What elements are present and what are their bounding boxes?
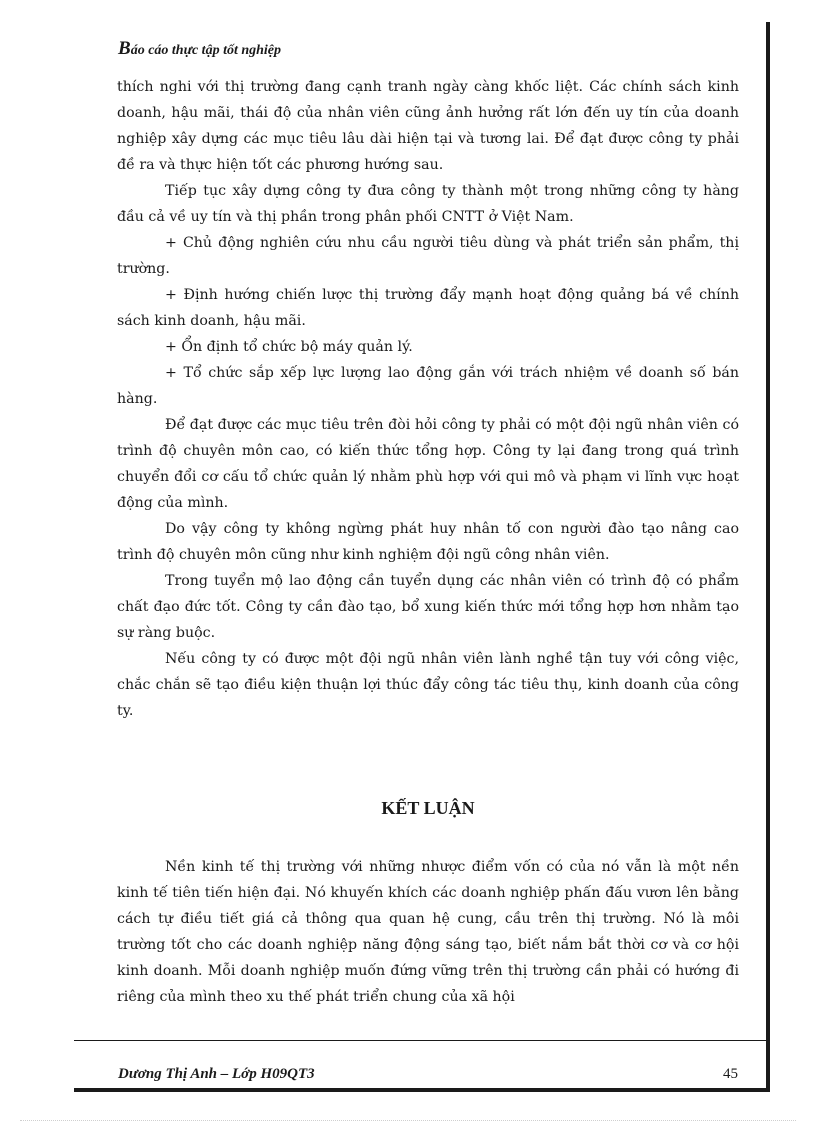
paragraph: Để đạt được các mục tiêu trên đòi hỏi công ty phải có một đội ngũ nhân viên có trình độ chuyên môn cao, có kiến thức tổng hợp. Công ty lại đang trong quá trình chuyển đổi cơ cấu tổ chức quản lý nhằm phù hợp với qui mô và phạm vi lĩnh vực hoạt động của mình.: [117, 417, 739, 511]
footer-rule: [74, 1040, 770, 1041]
page-number: 45: [723, 1066, 738, 1082]
page-edge-dots: [20, 1120, 796, 1121]
header-initial: B: [118, 38, 131, 59]
header-title: áo cáo thực tập tốt nghiệp: [130, 43, 282, 58]
bullet-paragraph: + Tổ chức sắp xếp lực lượng lao động gắn với trách nhiệm về doanh số bán hàng.: [117, 365, 739, 407]
body-text: [117, 74, 739, 724]
footer-author: Dương Thị Anh – Lớp H09QT3: [118, 1066, 315, 1082]
running-header: [118, 38, 281, 60]
bullet-paragraph: + Ổn định tổ chức bộ máy quản lý.: [165, 339, 413, 355]
paragraph: Nếu công ty có được một đội ngũ nhân viên lành nghề tận tuy với công việc, chắc chắn sẽ tạo điều kiện thuận lợi thúc đẩy công tác tiêu thụ, kinh doanh của công ty.: [117, 651, 739, 719]
paragraph: Nền kinh tế thị trường với những nhược điểm vốn có của nó vẫn là một nền kinh tế tiên tiến hiện đại. Nó khuyến khích các doanh nghiệp phấn đấu vươn lên bằng cách tự điều tiết giá cả thông qua quan hệ cung, cầu trên thị trường. Nó là môi trường tốt cho các doanh nghiệp năng động sáng tạo, biết nắm bắt thời cơ và cơ hội kinh doanh. Mỗi doanh nghiệp muốn đứng vững trên thị trường cần phải có hướng đi riêng của mình theo xu thế phát triển chung của xã hội: [117, 859, 739, 1005]
paragraph: Tiếp tục xây dựng công ty đưa công ty thành một trong những công ty hàng đầu cả về uy tín và thị phần trong phân phối CNTT ở Việt Nam.: [117, 183, 739, 225]
conclusion-text: [117, 854, 739, 1010]
conclusion-heading: KẾT LUẬN: [381, 798, 475, 818]
bullet-paragraph: + Chủ động nghiên cứu nhu cầu người tiêu dùng và phát triển sản phẩm, thị trường.: [117, 235, 739, 277]
paragraph: Trong tuyển mộ lao động cần tuyển dụng các nhân viên có trình độ có phẩm chất đạo đức tốt. Công ty cần đào tạo, bổ xung kiến thức mới tổng hợp hơn nhằm tạo sự ràng buộc.: [117, 573, 739, 641]
bullet-paragraph: + Định hướng chiến lược thị trường đẩy mạnh hoạt động quảng bá về chính sách kinh doanh, hậu mãi.: [117, 287, 739, 329]
paragraph: Do vậy công ty không ngừng phát huy nhân tố con người đào tạo nâng cao trình độ chuyên môn cũng như kinh nghiệm đội ngũ công nhân viên.: [117, 521, 739, 563]
paragraph: thích nghi với thị trường đang cạnh tranh ngày càng khốc liệt. Các chính sách kinh doanh, hậu mãi, thái độ của nhân viên cũng ảnh hưởng rất lớn đến uy tín của doanh nghiệp xây dựng các mục tiêu lâu dài hiện tại và tương lai. Để đạt được công ty phải đề ra và thực hiện tốt các phương hướng sau.: [117, 79, 739, 173]
